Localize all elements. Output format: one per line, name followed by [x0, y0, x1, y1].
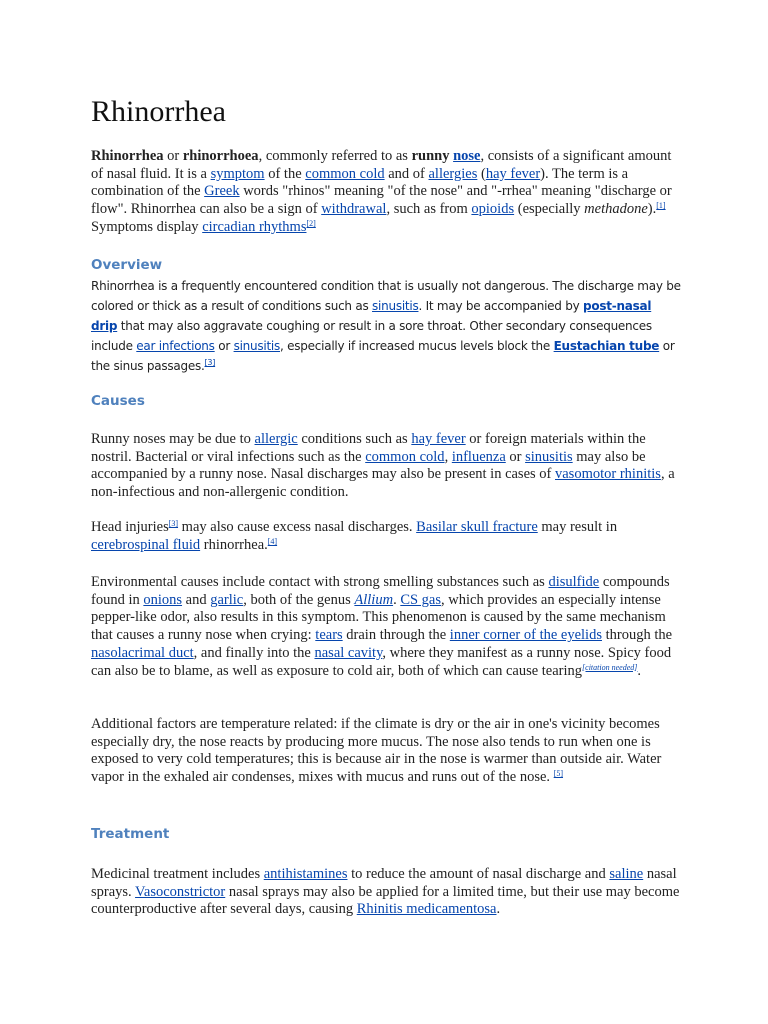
- causes-text: Environmental causes include contact with strong smelling substances such as: [91, 574, 549, 590]
- causes-text: .: [393, 591, 401, 608]
- treatment-text: nasal sprays may also be applied for a limited time, but their use may become counterproductive after several days, causing: [91, 883, 680, 918]
- link-nasal-cavity[interactable]: nasal cavity: [314, 644, 383, 661]
- overview-text: . It may be accompanied by: [418, 299, 584, 313]
- overview-text: , especially if increased mucus levels block the: [280, 339, 554, 353]
- overview-text: that may also aggravate coughing or result in a sore throat. Other secondary consequences include: [91, 319, 652, 353]
- treatment-text: nasal sprays.: [91, 866, 677, 900]
- causes-text: and: [182, 591, 211, 608]
- intro-runny: runny: [411, 148, 450, 164]
- intro-text: Symptoms display: [91, 218, 203, 235]
- intro-text: or: [163, 148, 183, 164]
- causes-text: , both of the genus: [243, 591, 355, 608]
- causes-text: or foreign materials within the nostril. Bacterial or viral infections such as the: [91, 431, 646, 465]
- reference-link[interactable]: [4]: [267, 536, 278, 546]
- link-rhinitis-medicamentosa[interactable]: Rhinitis medicamentosa: [356, 901, 497, 918]
- causes-text: through the: [601, 627, 673, 644]
- causes-text: , and finally into the: [193, 644, 315, 661]
- link-eustachian-tube[interactable]: Eustachian tube: [553, 339, 660, 353]
- link-tears[interactable]: tears: [315, 627, 343, 644]
- overview-paragraph: [91, 276, 681, 376]
- intro-text: ). The term is a combination of the: [91, 165, 629, 200]
- link-greek[interactable]: Greek: [204, 183, 240, 200]
- link-vasoconstrictor[interactable]: Vasoconstrictor: [135, 883, 226, 900]
- intro-text: (especially: [514, 201, 585, 218]
- intro-term: Rhinorrhea: [91, 148, 164, 164]
- link-hay-fever[interactable]: hay fever: [411, 431, 466, 447]
- overview-text: or: [214, 339, 234, 353]
- reference-link[interactable]: [3]: [204, 358, 216, 367]
- reference-link[interactable]: [1]: [656, 201, 666, 211]
- link-garlic[interactable]: garlic: [210, 591, 244, 608]
- treatment-paragraph: [91, 866, 681, 919]
- link-withdrawal[interactable]: withdrawal: [321, 201, 387, 218]
- link-post-nasal-drip[interactable]: post-nasal drip: [91, 299, 652, 333]
- link-vasomotor-rhinitis[interactable]: vasomotor rhinitis: [555, 466, 661, 483]
- reference-link[interactable]: [3]: [168, 519, 179, 528]
- causes-text: Runny noses may be due to: [91, 431, 255, 447]
- intro-text: of the: [264, 165, 306, 182]
- reference-link[interactable]: [2]: [306, 218, 316, 228]
- intro-methadone: methadone: [584, 201, 648, 218]
- heading-overview: Overview: [91, 257, 163, 273]
- reference-link[interactable]: [5]: [553, 769, 564, 779]
- causes-text: conditions such as: [297, 431, 412, 447]
- causes-text: rhinorrhea.: [200, 536, 268, 553]
- causes-text: may also be accompanied by a runny nose. Nasal discharges may also be present in cases of: [91, 448, 646, 483]
- link-allergic[interactable]: allergic: [254, 431, 298, 447]
- link-cs-gas[interactable]: CS gas: [400, 591, 442, 608]
- link-ear-infections[interactable]: ear infections: [136, 339, 215, 353]
- link-common-cold[interactable]: common cold: [365, 448, 445, 465]
- link-circadian-rhythms[interactable]: circadian rhythms: [202, 218, 307, 235]
- link-sinusitis[interactable]: sinusitis: [233, 339, 281, 353]
- causes-text: .: [637, 662, 641, 679]
- link-basilar-skull-fracture[interactable]: Basilar skull fracture: [416, 519, 538, 535]
- link-nasolacrimal-duct[interactable]: nasolacrimal duct: [91, 644, 194, 661]
- link-hay-fever[interactable]: hay fever: [485, 165, 541, 182]
- treatment-text: to reduce the amount of nasal discharge and: [347, 866, 610, 882]
- intro-text: , such as from: [386, 201, 472, 218]
- link-common-cold[interactable]: common cold: [305, 165, 385, 182]
- heading-causes: Causes: [91, 393, 145, 409]
- causes-paragraph-3: [91, 574, 681, 680]
- intro-text: words "rhinos" meaning "of the nose" and "-rrhea" meaning "discharge or flow". Rhinorrhea can also be a sign of: [91, 183, 672, 218]
- causes-text: compounds found in: [91, 574, 670, 608]
- link-saline[interactable]: saline: [609, 866, 644, 882]
- link-allium[interactable]: Allium: [354, 591, 394, 608]
- causes-paragraph-2: [91, 519, 681, 554]
- link-inner-corner-of-the-eyelids[interactable]: inner corner of the eyelids: [449, 627, 602, 644]
- link-antihistamines[interactable]: antihistamines: [263, 866, 348, 882]
- link-symptom[interactable]: symptom: [210, 165, 265, 182]
- intro-alt-term: rhinorrhoea: [182, 148, 259, 164]
- overview-text: Rhinorrhea is a frequently encountered condition that is usually not dangerous. The discharge may be colored or thick as a result of conditions such as: [91, 279, 681, 313]
- link-influenza[interactable]: influenza: [451, 448, 506, 465]
- causes-text: ,: [444, 448, 452, 465]
- page-title: Rhinorrhea: [91, 95, 226, 128]
- link-disulfide[interactable]: disulfide: [548, 574, 600, 590]
- link-allergies[interactable]: allergies: [428, 165, 478, 182]
- causes-text: , where they manifest as a runny nose. Spicy food can also be to blame, as well as exposure to cold air, both of which can cause tearing: [91, 644, 672, 679]
- link-sinusitis[interactable]: sinusitis: [525, 448, 573, 465]
- causes-text: may result in: [537, 519, 618, 535]
- causes-text: , a non-infectious and non-allergenic condition.: [91, 466, 675, 501]
- causes-paragraph-4: [91, 716, 681, 787]
- intro-paragraph: [91, 148, 681, 237]
- causes-text: or: [505, 448, 526, 465]
- citation-needed-link[interactable]: [citation needed]: [582, 662, 638, 672]
- overview-text: or the sinus passages.: [91, 339, 675, 373]
- causes-paragraph-1: [91, 431, 681, 502]
- link-opioids[interactable]: opioids: [471, 201, 515, 218]
- intro-text: ).: [647, 201, 657, 218]
- link-onions[interactable]: onions: [143, 591, 183, 608]
- causes-text: Additional factors are temperature related: if the climate is dry or the air in one's vicinity becomes especially dry, the nose reacts by producing more mucus. The nose also tends to run when one is exposed to very cold temperatures; this is because air in the nose is warmer than outside air. Water vapor in the exhaled air condenses, mixes with mucus and runs out of the nose.: [91, 716, 662, 786]
- intro-text: and of: [384, 165, 429, 182]
- causes-text: may also cause excess nasal discharges.: [178, 519, 417, 535]
- intro-text: , consists of a significant amount of nasal fluid. It is a: [91, 148, 672, 182]
- intro-text: , commonly referred to as: [258, 148, 412, 164]
- intro-text: (: [477, 165, 486, 182]
- causes-text: , which provides an especially intense pepper-like odor, also results in this symptom. This phenomenon is caused by the same mechanism that causes a runny nose when crying:: [91, 591, 666, 644]
- causes-text: Head injuries: [91, 519, 169, 535]
- causes-text: drain through the: [342, 627, 450, 644]
- treatment-text: Medicinal treatment includes: [91, 866, 264, 882]
- treatment-text: .: [496, 901, 501, 918]
- link-sinusitis[interactable]: sinusitis: [372, 299, 419, 313]
- heading-treatment: Treatment: [91, 826, 170, 842]
- link-nose[interactable]: nose: [453, 148, 481, 164]
- link-cerebrospinal-fluid[interactable]: cerebrospinal fluid: [91, 536, 201, 553]
